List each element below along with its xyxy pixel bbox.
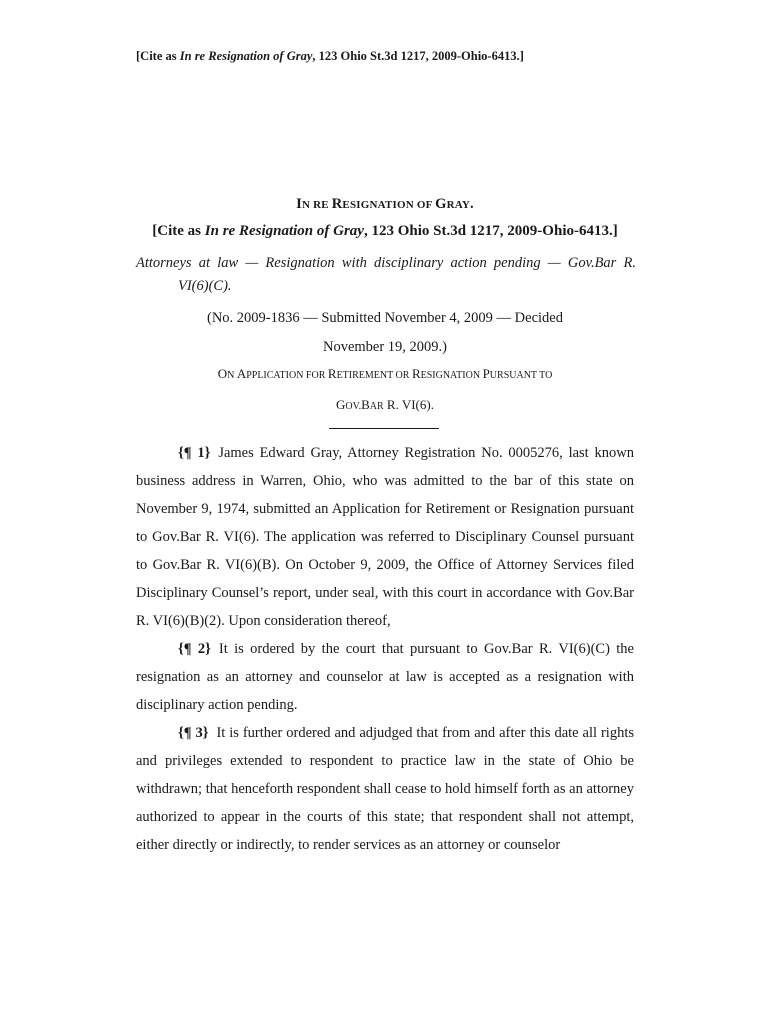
title-cap: G <box>435 196 447 212</box>
running-head-suffix: , 123 Ohio St.3d 1217, 2009-Ohio-6413.] <box>312 49 524 63</box>
paragraph-number: {¶ 1} <box>178 445 211 461</box>
app-cap: O <box>217 366 228 381</box>
cite-line <box>0 223 770 240</box>
case-info <box>0 304 770 362</box>
headnote-line2: VI(6)(C). <box>178 278 232 294</box>
application-line1 <box>0 359 770 390</box>
paragraph-number: {¶ 3} <box>178 725 209 741</box>
paragraph-2 <box>136 635 634 719</box>
app-cap: P <box>482 366 490 381</box>
paragraph-text: It is further ordered and adjudged that from and after this date all rights and privileges extended to respondent to practice law in the state of Ohio be withdrawn; that henceforth respondent shall cease to hold himself forth as an attorney authorized to appear in the courts of this state; that respondent shall not attempt, either directly or indirectly, to render services as an attorney or counselor <box>136 725 634 853</box>
app-small: PPLICATION FOR <box>246 370 328 381</box>
title-cap: R <box>331 196 343 212</box>
app-cap: R <box>327 366 337 381</box>
app-small: OV. <box>345 401 362 412</box>
cite-case-name: In re Resignation of Gray <box>204 223 364 239</box>
app-rule-ref: R. VI(6). <box>383 397 434 412</box>
app-small: N <box>227 370 237 381</box>
app-cap: G <box>336 397 346 412</box>
paragraph-text: It is ordered by the court that pursuant to Gov.Bar R. VI(6)(C) the resignation as an attorney and counselor at law is accepted as a resignation with disciplinary action pending. <box>136 641 634 713</box>
title-cap: I <box>296 196 303 212</box>
cite-suffix: , 123 Ohio St.3d 1217, 2009-Ohio-6413.] <box>363 223 618 239</box>
app-small: AR <box>369 401 384 412</box>
headnote-line1: Attorneys at law — Resignation with disciplinary action pending — Gov.Bar R. <box>136 255 636 271</box>
opinion-body <box>136 439 634 859</box>
app-cap: B <box>361 397 370 412</box>
app-small: ETIREMENT OR <box>336 370 412 381</box>
app-cap: A <box>236 366 247 381</box>
cite-prefix: [Cite as <box>152 223 205 239</box>
application-line2 <box>0 390 770 421</box>
app-cap: R <box>411 366 421 381</box>
title-period: . <box>469 196 474 212</box>
paragraph-text: James Edward Gray, Attorney Registration No. 0005276, last known business address in Warren, Ohio, who was admitted to the bar of this state on November 9, 1974, submitted an Application for Retirement or Resignation pursuant to Gov.Bar R. VI(6). The application was referred to Disciplinary Counsel pursuant to Gov.Bar R. VI(6)(B). On October 9, 2009, the Office of Attorney Services filed Disciplinary Counsel’s report, under seal, with this court in accordance with Gov.Bar R. VI(6)(B)(2). Upon consideration thereof, <box>136 445 634 629</box>
running-head <box>136 49 524 64</box>
section-divider <box>329 428 439 429</box>
paragraph-number: {¶ 2} <box>178 641 211 657</box>
title-small: RAY <box>446 199 470 211</box>
app-small: ESIGNATION <box>420 370 483 381</box>
running-head-prefix: [Cite as <box>136 49 180 63</box>
case-info-line2: November 19, 2009.) <box>322 339 448 355</box>
application-heading <box>0 359 770 421</box>
case-info-line1: (No. 2009-1836 — Submitted November 4, 2009 — Decided <box>206 310 563 326</box>
title-small: ESIGNATION OF <box>342 199 436 211</box>
paragraph-1 <box>136 439 634 635</box>
case-title <box>0 196 770 213</box>
title-small: N RE <box>302 199 332 211</box>
paragraph-3 <box>136 719 634 859</box>
app-small: URSUANT TO <box>489 370 553 381</box>
running-head-case-name: In re Resignation of Gray <box>179 49 313 63</box>
